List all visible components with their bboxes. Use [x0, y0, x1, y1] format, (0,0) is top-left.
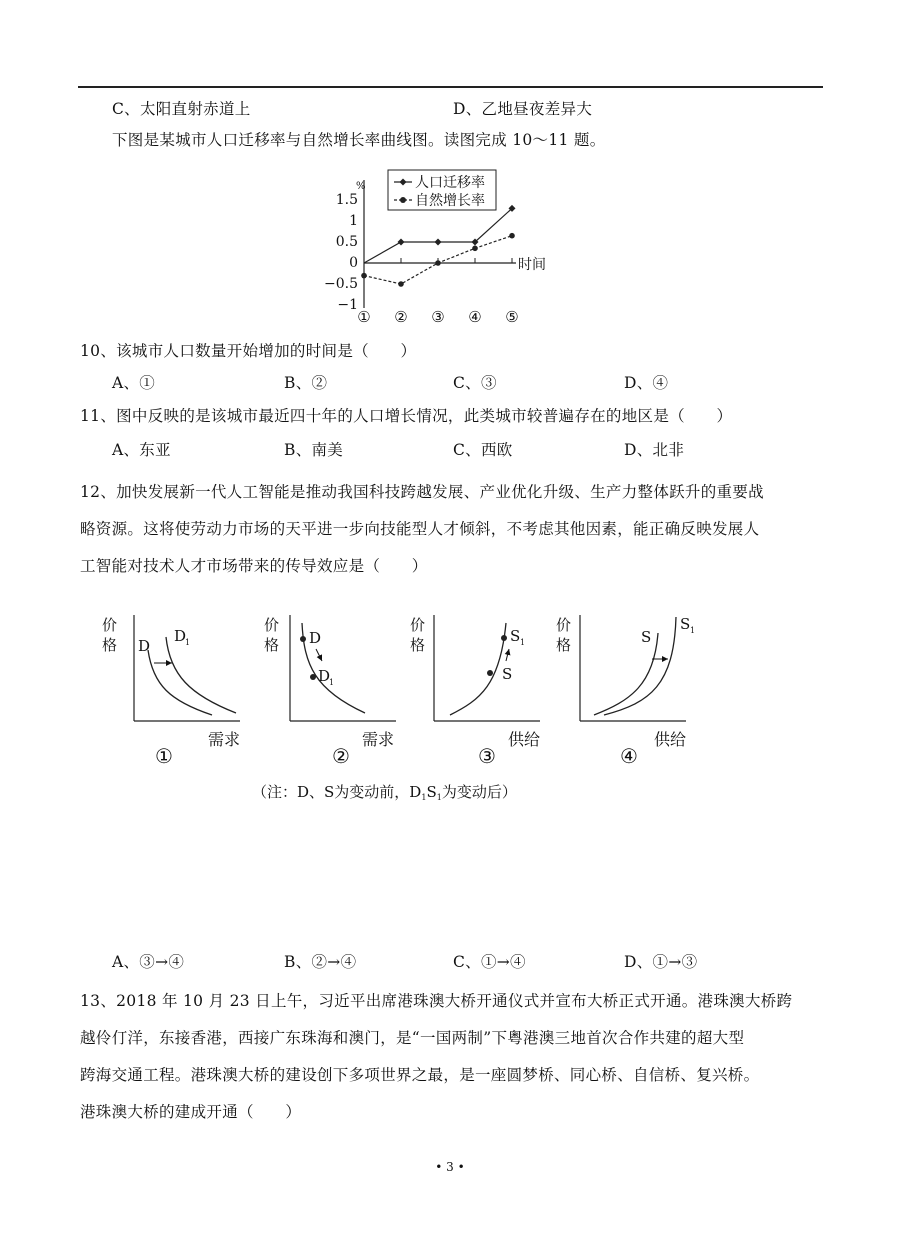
q10-option-d[interactable]: D、④ [624, 374, 669, 392]
natural-point [509, 233, 515, 239]
natural-point [398, 281, 404, 287]
q11-option-c[interactable]: C、西欧 [453, 441, 513, 459]
q10-option-c[interactable]: C、③ [453, 374, 497, 392]
y-axis-unit: % [356, 181, 366, 192]
header-rule [78, 86, 823, 88]
migration-point [398, 239, 405, 246]
natural-point [472, 246, 478, 252]
q12-option-b[interactable]: B、②→④ [284, 953, 357, 971]
graph-4-x-label: 供给 [654, 730, 687, 749]
graph-2-shift-arrow [316, 649, 322, 661]
graph-3-label-after: S [510, 627, 521, 645]
x-tick-label: ⑤ [505, 308, 519, 326]
legend-marker-migration [400, 179, 407, 186]
note-mid: S [426, 783, 437, 801]
prev-option-d: D、乙地昼夜差异大 [453, 100, 593, 118]
q13-line-4: 港珠澳大桥的建成开通（ ） [80, 1103, 302, 1121]
q13-line-3: 跨海交通工程。港珠澳大桥的建设创下多项世界之最，是一座圆梦桥、同心桥、自信桥、复兴桥。 [80, 1066, 760, 1084]
q11-stem: 11、图中反映的是该城市最近四十年的人口增长情况，此类城市较普遍存在的地区是（ ） [80, 407, 733, 425]
q10-option-b[interactable]: B、② [284, 374, 328, 392]
natural-point [361, 273, 367, 279]
y-tick-label: 0 [349, 255, 358, 271]
figure-note [252, 783, 517, 802]
market-graphs-figure [102, 605, 710, 810]
graph-1-number: ① [155, 744, 173, 768]
graph-2-price-label-1: 价 [264, 616, 280, 634]
graph-1-label-after: D [174, 627, 187, 645]
graph-2-point-d [300, 636, 306, 642]
x-tick-label: ③ [431, 308, 445, 326]
natural-point [435, 260, 441, 266]
note-prefix: （注：D、S为变动前，D [252, 783, 422, 801]
graph-2-label-after: D [318, 667, 331, 685]
y-tick-label: 1.5 [335, 192, 358, 208]
graph-2-label-after-sub: 1 [329, 678, 335, 687]
q10-stem: 10、该城市人口数量开始增加的时间是（ ） [80, 342, 417, 360]
graph-3-shift-arrow [506, 649, 509, 661]
q10-option-a[interactable]: A、① [112, 374, 156, 392]
x-tick-label: ② [394, 308, 408, 326]
q13-line-1: 13、2018 年 10 月 23 日上午，习近平出席港珠澳大桥开通仪式并宣布大桥正式开通。港珠澳大桥跨 [80, 992, 793, 1010]
graph-4-label-after: S [680, 615, 691, 633]
graph-3-point-s1 [501, 635, 507, 641]
legend-marker-natural [400, 197, 406, 203]
q12-option-c[interactable]: C、①→④ [453, 953, 526, 971]
graph-2-x-label: 需求 [362, 730, 395, 749]
q11-option-d[interactable]: D、北非 [624, 441, 685, 459]
note-sub-1: 1 [421, 793, 427, 802]
note-suffix: 为变动后） [441, 783, 517, 801]
graph-4-curve-s1 [604, 617, 676, 715]
q12-line-2: 略资源。这将使劳动力市场的天平进一步向技能型人才倾斜，不考虑其他因素，能正确反映发展人 [80, 520, 760, 538]
graph-1 [102, 615, 240, 768]
y-tick-label: −0.5 [324, 276, 358, 292]
graph-1-x-label: 需求 [208, 730, 241, 749]
y-tick-label: 0.5 [335, 234, 358, 250]
graph-3-price-label-2: 格 [410, 636, 426, 654]
q12-option-d[interactable]: D、①→③ [624, 953, 698, 971]
graph-2-number: ② [332, 744, 350, 768]
x-axis-label: 时间 [518, 257, 546, 273]
legend-label-migration: 人口迁移率 [415, 175, 485, 191]
y-tick-label: −1 [337, 297, 358, 313]
graph-2-price-label-2: 格 [264, 636, 280, 654]
legend-label-natural: 自然增长率 [415, 193, 485, 209]
note-sub-2: 1 [436, 793, 442, 802]
graph-3-point-s [487, 670, 493, 676]
graph-3-price-label-1: 价 [410, 616, 426, 634]
x-tick-label: ④ [468, 308, 482, 326]
q12-line-3: 工智能对技术人才市场带来的传导效应是（ ） [80, 557, 428, 575]
page-number: • 3 • [435, 1160, 465, 1174]
graph-4-number: ④ [620, 744, 638, 768]
graph-1-price-label-1: 价 [102, 616, 118, 634]
graph-1-price-label-2: 格 [102, 636, 118, 654]
q12-option-a[interactable]: A、③→④ [112, 953, 185, 971]
graph-1-curve-d1 [166, 637, 236, 713]
graph-3-label-after-sub: 1 [520, 638, 526, 647]
population-chart [320, 160, 590, 330]
x-tick-label: ① [357, 308, 371, 326]
graph-2-label-before: D [309, 629, 322, 647]
graph-4-price-label-1: 价 [556, 616, 572, 634]
migration-point [435, 239, 442, 246]
series-line-migration [364, 208, 512, 263]
graph-4-label-before: S [641, 628, 652, 646]
graph-2-point-d1 [310, 674, 316, 680]
prev-option-c: C、太阳直射赤道上 [112, 100, 251, 118]
graph-1-label-before: D [138, 637, 151, 655]
graph-4-label-after-sub: 1 [690, 626, 696, 635]
graph-3-curve [450, 623, 506, 715]
q11-option-a[interactable]: A、东亚 [112, 441, 171, 459]
graph-3-label-before: S [502, 665, 513, 683]
q12-line-1: 12、加快发展新一代人工智能是推动我国科技跨越发展、产业优化升级、生产力整体跃升的重要战 [80, 483, 764, 501]
y-tick-label: 1 [349, 213, 358, 229]
graph-3-number: ③ [478, 744, 496, 768]
graph-4-price-label-2: 格 [556, 636, 572, 654]
intro-10-11: 下图是某城市人口迁移率与自然增长率曲线图。读图完成 10～11 题。 [112, 131, 606, 149]
graph-3 [410, 615, 540, 768]
graph-3-x-label: 供给 [508, 730, 541, 749]
graph-4 [556, 615, 695, 768]
q13-line-2: 越伶仃洋，东接香港，西接广东珠海和澳门，是“一国两制”下粤港澳三地首次合作共建的超大型 [80, 1029, 745, 1047]
graph-1-curve-d [148, 650, 212, 715]
graph-2 [264, 615, 396, 768]
graph-1-label-after-sub: 1 [185, 638, 191, 647]
q11-option-b[interactable]: B、南美 [284, 441, 344, 459]
